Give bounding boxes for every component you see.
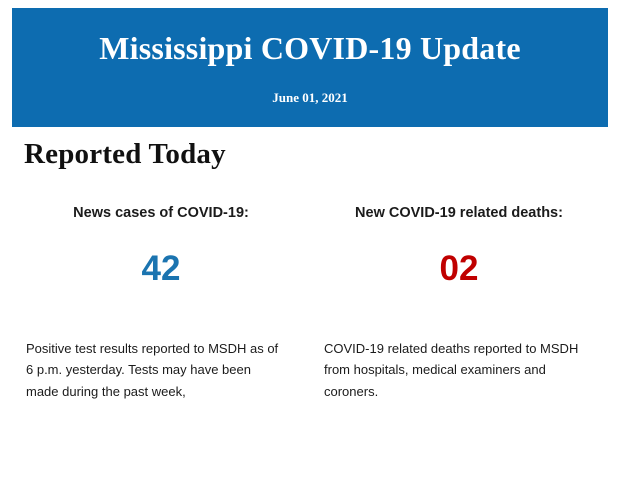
description-new-deaths: COVID-19 related deaths reported to MSDH from hospitals, medical examiners and coroners.	[324, 341, 579, 399]
description-new-cases: Positive test results reported to MSDH as of 6 p.m. yesterday. Tests may have been made during the past week,	[26, 341, 279, 399]
report-date: June 01, 2021	[272, 90, 348, 105]
stat-value-new-deaths: 02	[439, 249, 479, 289]
stat-new-deaths	[310, 205, 608, 289]
stats-row	[12, 205, 608, 289]
stat-new-cases	[12, 205, 310, 289]
page-title: Mississippi COVID-19 Update	[99, 30, 521, 66]
stat-label-new-cases: News cases of COVID-19:	[73, 205, 249, 221]
stat-value-new-cases: 42	[141, 249, 181, 289]
section-heading: Reported Today	[24, 138, 226, 170]
descriptions-row	[12, 338, 608, 402]
header-banner	[12, 8, 608, 127]
stat-label-new-deaths: New COVID-19 related deaths:	[355, 205, 563, 221]
